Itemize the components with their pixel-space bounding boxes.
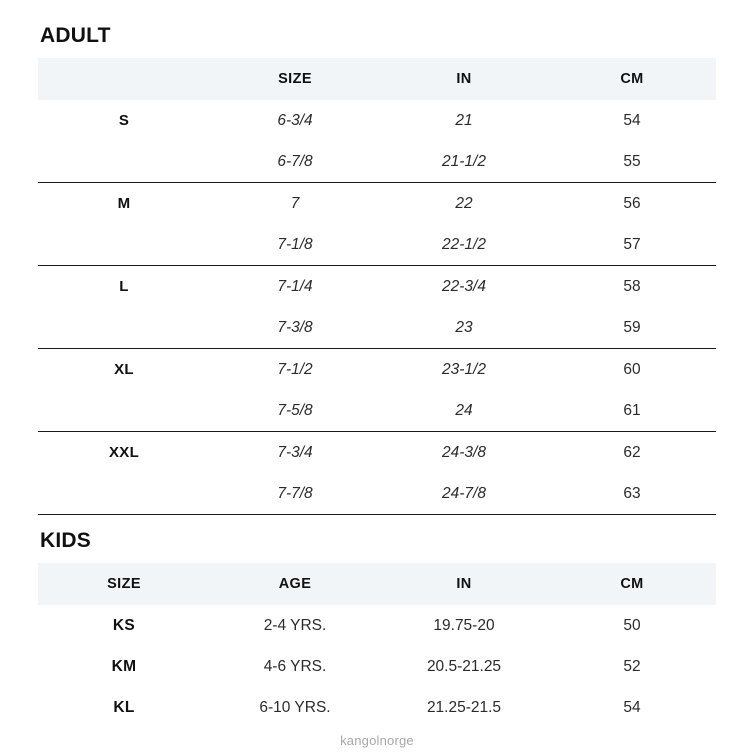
table-row <box>38 605 716 646</box>
table-row <box>38 473 716 515</box>
kids-header-cm: CM <box>548 563 716 605</box>
table-row <box>38 266 716 308</box>
kids-row-0-size: KS <box>112 616 136 634</box>
table-row <box>38 100 716 141</box>
adult-row-1-hat: 6-7/8 <box>277 152 313 170</box>
adult-row-8-hat: 7-3/4 <box>210 432 380 474</box>
kids-row-1-in: 20.5-21.25 <box>426 657 502 675</box>
adult-row-3-size <box>38 224 210 266</box>
kids-row-1-cm: 52 <box>623 657 641 675</box>
adult-row-9-in: 24-7/8 <box>380 473 548 515</box>
adult-header-row <box>38 58 716 100</box>
table-row <box>38 224 716 266</box>
adult-row-7-size <box>38 390 210 432</box>
table-row <box>38 390 716 432</box>
adult-table-body <box>38 100 716 515</box>
table-row <box>38 183 716 225</box>
adult-row-3-in: 22-1/2 <box>442 235 486 253</box>
table-row <box>38 141 716 183</box>
adult-row-8-cm: 62 <box>548 432 716 474</box>
kids-header-row <box>38 563 716 605</box>
kids-header-size: SIZE <box>38 563 210 605</box>
adult-row-4-size: L <box>38 266 210 308</box>
table-row <box>38 349 716 391</box>
adult-row-8-in: 24-3/8 <box>380 432 548 474</box>
kids-row-2-in: 21.25-21.5 <box>426 698 502 716</box>
kids-row-1-age: 4-6 YRS. <box>263 657 327 675</box>
adult-row-7-in: 24 <box>455 401 473 419</box>
adult-row-0-hat: 6-3/4 <box>277 111 313 129</box>
adult-row-2-in: 22 <box>380 183 548 225</box>
adult-row-7-cm: 61 <box>623 401 641 419</box>
adult-row-5-hat: 7-3/8 <box>277 318 313 336</box>
adult-size-table <box>38 58 716 515</box>
kids-row-0-age: 2-4 YRS. <box>263 616 327 634</box>
table-row <box>38 307 716 349</box>
kids-row-1-size: KM <box>111 657 137 675</box>
adult-row-3-cm: 57 <box>623 235 641 253</box>
kids-section-title: KIDS <box>40 529 91 552</box>
kids-row-0-cm: 50 <box>623 616 641 634</box>
kids-row-2-size: KL <box>113 698 135 716</box>
adult-row-9-size <box>38 473 210 515</box>
adult-row-1-cm: 55 <box>623 152 641 170</box>
adult-row-2-cm: 56 <box>548 183 716 225</box>
table-row <box>38 687 716 728</box>
adult-row-9-hat: 7-7/8 <box>210 473 380 515</box>
adult-table-head <box>38 58 716 100</box>
adult-header-cm: CM <box>548 58 716 100</box>
adult-row-6-hat: 7-1/2 <box>210 349 380 391</box>
kids-row-0-in: 19.75-20 <box>433 616 495 634</box>
kids-size-table <box>38 563 716 728</box>
adult-row-4-hat: 7-1/4 <box>210 266 380 308</box>
kids-row-2-age: 6-10 YRS. <box>259 698 331 716</box>
adult-row-5-cm: 59 <box>623 318 641 336</box>
kids-header-age: AGE <box>210 563 380 605</box>
adult-row-8-size: XXL <box>38 432 210 474</box>
kids-row-2-cm: 54 <box>623 698 641 716</box>
adult-row-4-in: 22-3/4 <box>380 266 548 308</box>
adult-row-2-hat: 7 <box>210 183 380 225</box>
adult-row-1-size <box>38 141 210 183</box>
adult-row-9-cm: 63 <box>548 473 716 515</box>
adult-row-4-cm: 58 <box>548 266 716 308</box>
watermark-text: kangolnorge <box>340 733 414 748</box>
adult-section-title: ADULT <box>40 24 111 47</box>
adult-row-2-size: M <box>38 183 210 225</box>
adult-row-1-in: 21-1/2 <box>442 152 486 170</box>
adult-row-6-in: 23-1/2 <box>380 349 548 391</box>
adult-row-3-hat: 7-1/8 <box>277 235 313 253</box>
adult-header-in: IN <box>380 58 548 100</box>
table-row <box>38 432 716 474</box>
adult-row-0-size: S <box>118 112 130 129</box>
adult-row-5-size <box>38 307 210 349</box>
kids-table-body <box>38 605 716 728</box>
adult-row-5-in: 23 <box>455 318 473 336</box>
adult-header-blank <box>38 58 210 100</box>
adult-row-6-cm: 60 <box>548 349 716 391</box>
kids-header-in: IN <box>380 563 548 605</box>
adult-header-size: SIZE <box>210 58 380 100</box>
adult-row-0-in: 21 <box>455 111 473 129</box>
table-row <box>38 646 716 687</box>
adult-row-7-hat: 7-5/8 <box>277 401 313 419</box>
adult-row-0-cm: 54 <box>623 111 641 129</box>
adult-row-6-size: XL <box>38 349 210 391</box>
kids-table-head <box>38 563 716 605</box>
